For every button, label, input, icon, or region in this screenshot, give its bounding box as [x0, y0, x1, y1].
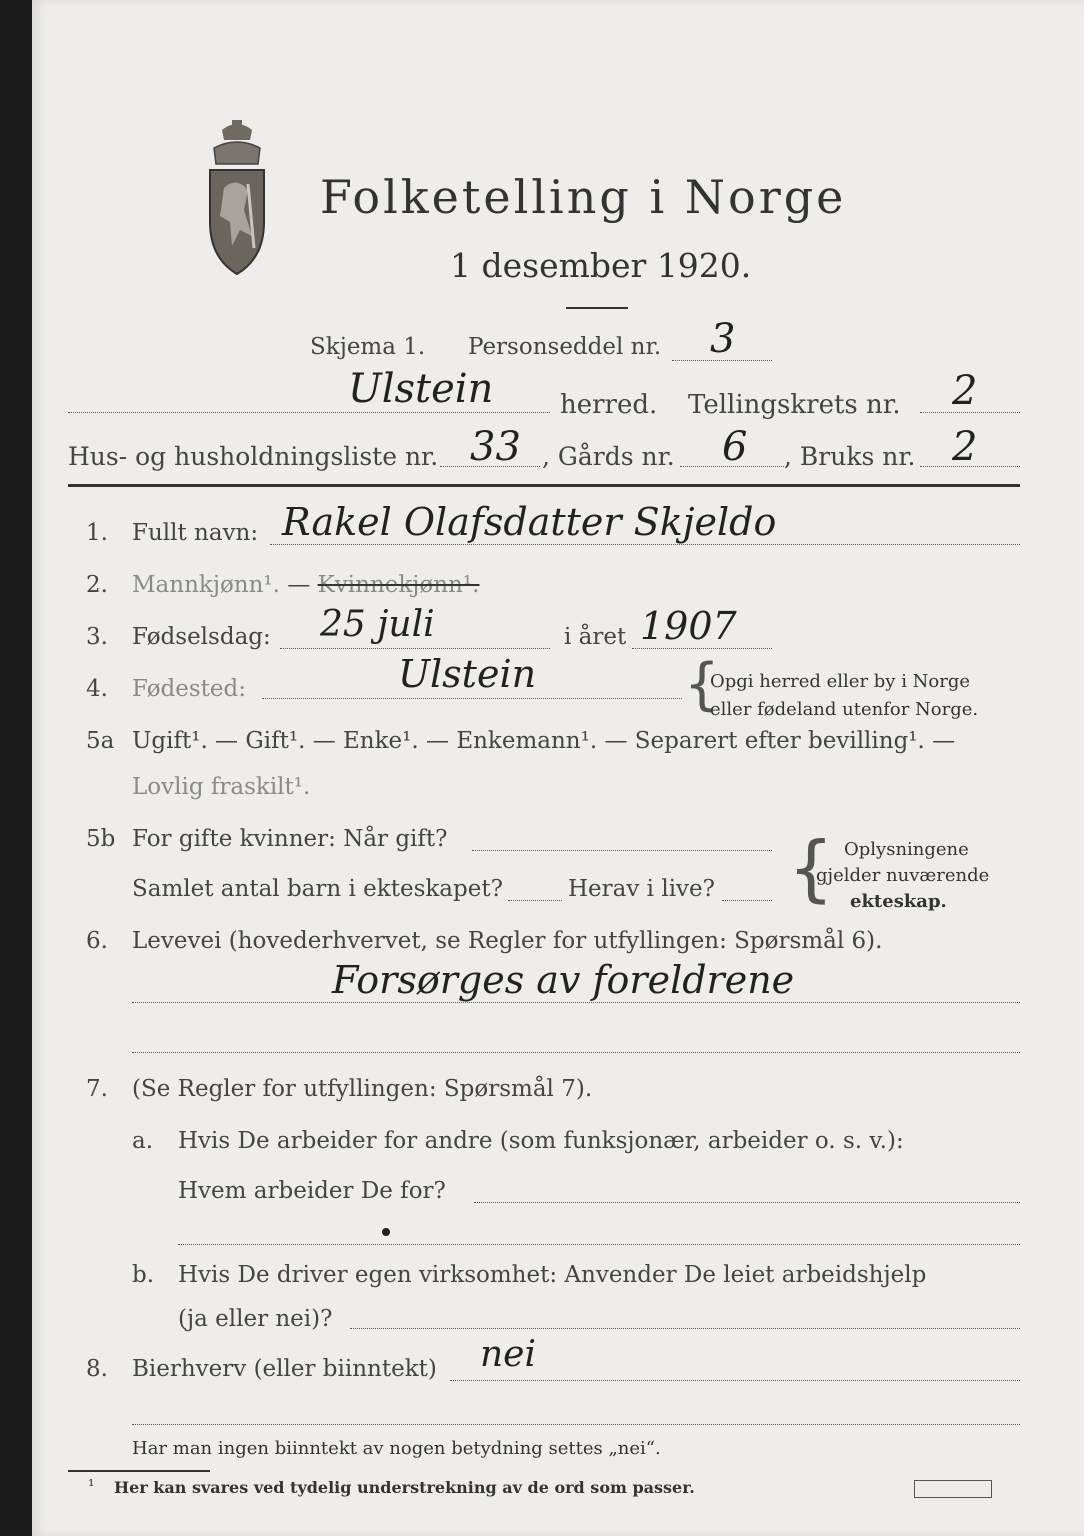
- q5a-number: 5a: [86, 728, 115, 754]
- footnote-text: Her kan svares ved tydelig understrekning av de ord som passer.: [114, 1478, 695, 1497]
- footer-note: Har man ingen biinntekt av nogen betydning settes „nei“.: [132, 1438, 661, 1459]
- q5b-brace: {: [788, 826, 834, 910]
- q5b-note1: Oplysningene: [844, 839, 969, 860]
- header-rule: [68, 484, 1020, 487]
- q5b-alive-line: [722, 900, 772, 901]
- q1-number: 1.: [86, 520, 108, 546]
- herred-label: herred.: [560, 390, 658, 420]
- q1-label: Fullt navn:: [132, 520, 259, 546]
- norway-coat-of-arms-icon: [192, 118, 282, 278]
- gards-value[interactable]: 6: [722, 424, 748, 470]
- q5a-line2[interactable]: Lovlig fraskilt¹.: [132, 774, 311, 800]
- q4-line: [262, 698, 682, 699]
- q8-label: Bierhverv (eller biinntekt): [132, 1356, 437, 1382]
- herred-value[interactable]: Ulstein: [348, 366, 494, 412]
- birthplace-value[interactable]: Ulstein: [398, 652, 537, 696]
- gards-label: , Gårds nr.: [542, 442, 675, 471]
- q4-number: 4.: [86, 676, 108, 702]
- q8-line: [450, 1380, 1020, 1381]
- q5b-note2: gjelder nuværende: [816, 865, 990, 886]
- q5b-children-line: [508, 900, 562, 901]
- q3-year-line: [632, 648, 772, 649]
- q7-number: 7.: [86, 1076, 108, 1102]
- full-name-value[interactable]: Rakel Olafsdatter Skjeldo: [282, 500, 777, 544]
- schema-label: Skjema 1.: [310, 334, 426, 360]
- q3-label: Fødselsdag:: [132, 624, 271, 650]
- hus-label: Hus- og husholdningsliste nr.: [68, 442, 439, 471]
- q3-year-label: i året: [564, 624, 627, 650]
- q4-brace: {: [684, 652, 720, 717]
- birthday-value[interactable]: 25 juli: [320, 604, 435, 645]
- q2-male[interactable]: Mannkjønn¹.: [132, 572, 280, 598]
- q5b-married-line: [472, 850, 772, 851]
- side-income-value[interactable]: nei: [480, 1334, 537, 1375]
- q7a-line1: Hvis De arbeider for andre (som funksjonær, arbeider o. s. v.):: [178, 1128, 904, 1154]
- q6-number: 6.: [86, 928, 108, 954]
- q7a-line2-blank: [178, 1244, 1020, 1245]
- q2-female[interactable]: Kvinnekjønn¹.: [317, 572, 480, 598]
- q2-number: 2.: [86, 572, 108, 598]
- title-divider: [566, 307, 628, 309]
- q5a-line1[interactable]: Ugift¹. — Gift¹. — Enke¹. — Enkemann¹. — Separert efter bevilling¹. —: [132, 728, 956, 754]
- footnote-mark: ¹: [88, 1476, 95, 1495]
- q7a-line: [474, 1202, 1020, 1203]
- q2-options: [132, 572, 479, 598]
- personseddel-label: Personseddel nr.: [468, 334, 662, 360]
- bruks-label: , Bruks nr.: [784, 442, 916, 471]
- census-date: 1 desember 1920.: [450, 246, 752, 285]
- q6-line1: [132, 1002, 1020, 1003]
- q7b-line: [350, 1328, 1020, 1329]
- q8-number: 8.: [86, 1356, 108, 1382]
- occupation-value[interactable]: Forsørges av foreldrene: [332, 958, 795, 1002]
- tellingskrets-label: Tellingskrets nr.: [688, 390, 901, 420]
- q4-label: Fødested:: [132, 676, 247, 702]
- birth-year-value[interactable]: 1907: [640, 604, 737, 648]
- q6-line2: [132, 1052, 1020, 1053]
- ink-dot: [382, 1228, 390, 1236]
- q8-line2: [132, 1424, 1020, 1425]
- q7a-line2: Hvem arbeider De for?: [178, 1178, 446, 1204]
- q5b-note3: ekteskap.: [850, 891, 947, 912]
- q5b-line2a: Samlet antal barn i ekteskapet?: [132, 876, 503, 902]
- q3-number: 3.: [86, 624, 108, 650]
- personseddel-value[interactable]: 3: [710, 316, 736, 362]
- herred-line: [68, 412, 550, 413]
- census-form: [32, 0, 1084, 1536]
- q4-note-line2: eller fødeland utenfor Norge.: [710, 699, 979, 720]
- tellingskrets-value[interactable]: 2: [952, 368, 978, 414]
- q3-day-line: [280, 648, 550, 649]
- q5b-line2b: Herav i live?: [568, 876, 715, 902]
- hus-value[interactable]: 33: [470, 424, 521, 470]
- q4-note-line1: Opgi herred eller by i Norge: [710, 671, 971, 692]
- q7-label: (Se Regler for utfyllingen: Spørsmål 7).: [132, 1076, 593, 1102]
- q6-label: Levevei (hovederhvervet, se Regler for utfyllingen: Spørsmål 6).: [132, 928, 883, 954]
- q7b-line1: Hvis De driver egen virksomhet: Anvender De leiet arbeidshjelp: [178, 1262, 927, 1288]
- q2-separator: —: [287, 572, 311, 598]
- q1-line: [270, 544, 1020, 545]
- q5b-number: 5b: [86, 826, 116, 852]
- printer-stamp: [914, 1480, 992, 1498]
- q7b-line2: (ja eller nei)?: [178, 1306, 333, 1332]
- q5b-line1: For gifte kvinner: Når gift?: [132, 826, 448, 852]
- form-title: Folketelling i Norge: [320, 170, 847, 224]
- footnote-rule: [68, 1470, 210, 1472]
- bruks-value[interactable]: 2: [952, 424, 978, 470]
- q7b-number: b.: [132, 1262, 155, 1288]
- q7a-number: a.: [132, 1128, 154, 1154]
